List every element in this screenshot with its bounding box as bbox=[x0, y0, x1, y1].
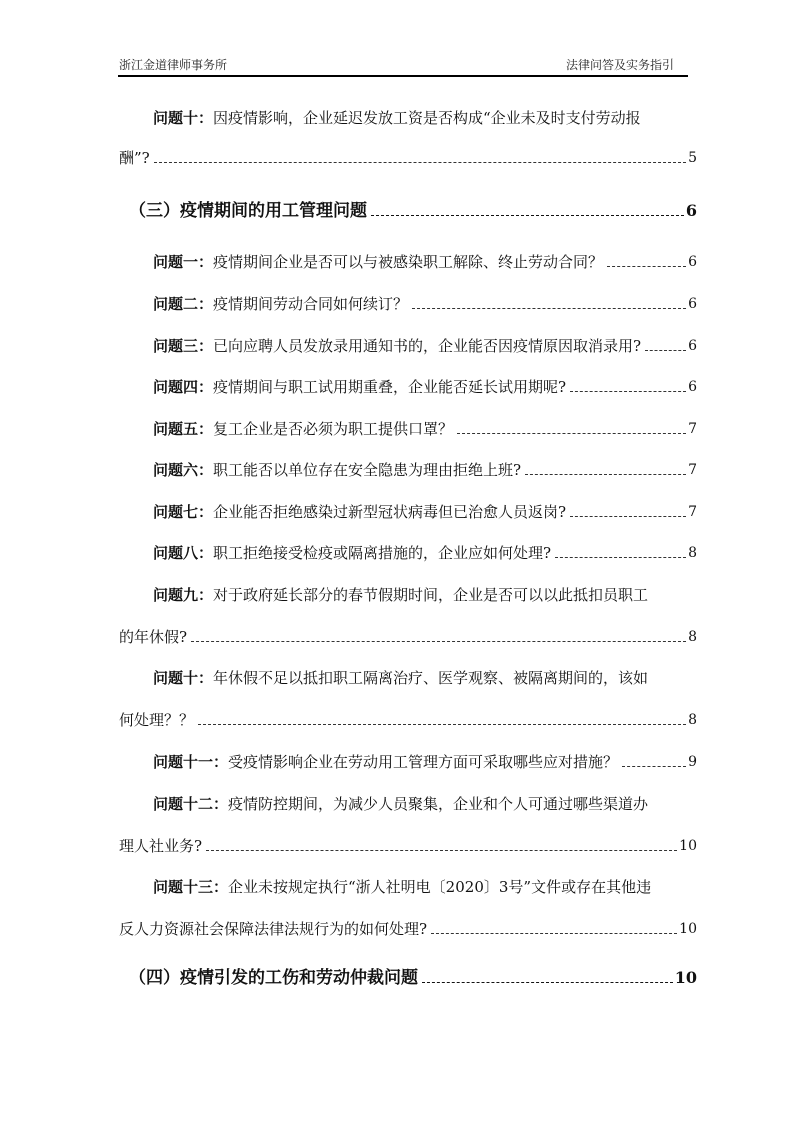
toc-entry-q2[interactable] bbox=[119, 294, 697, 314]
toc-entry-q10[interactable] bbox=[119, 668, 697, 730]
leader-dots bbox=[154, 162, 686, 163]
toc-entry-q8[interactable] bbox=[119, 543, 697, 563]
page-number: 8 bbox=[688, 712, 697, 728]
toc-entry-q12[interactable] bbox=[119, 794, 697, 856]
leader-dots bbox=[570, 391, 686, 392]
toc-label: 问题五： bbox=[153, 420, 214, 438]
page-number: 6 bbox=[688, 379, 697, 395]
toc-text: 对于政府延长部分的春节假期时间，企业是否可以以此抵扣员职工 bbox=[213, 586, 649, 604]
toc-label: 问题三： bbox=[153, 337, 214, 355]
page-number: 10 bbox=[679, 921, 697, 937]
page-number: 6 bbox=[688, 296, 697, 312]
toc-text: 疫情防控期间，为减少人员聚集，企业和个人可通过哪些渠道办 bbox=[228, 795, 649, 813]
toc-entry-q6[interactable] bbox=[119, 460, 697, 480]
toc-section-3[interactable] bbox=[119, 201, 697, 221]
toc-entry-q9[interactable] bbox=[119, 585, 697, 647]
toc-text: 职工能否以单位存在安全隐患为理由拒绝上班? bbox=[213, 461, 522, 479]
leader-dots bbox=[422, 982, 673, 983]
toc-text: 企业未按规定执行“浙人社明电〔2020〕3号”文件或存在其他违 bbox=[228, 878, 652, 896]
page-header bbox=[119, 56, 674, 76]
section-title: （四）疫情引发的工伤和劳动仲裁问题 bbox=[129, 968, 418, 988]
header-divider bbox=[118, 75, 688, 77]
toc-section-4[interactable] bbox=[119, 968, 697, 988]
toc-text: 受疫情影响企业在劳动用工管理方面可采取哪些应对措施？ bbox=[228, 753, 619, 771]
toc-text: 因疫情影响，企业延迟发放工资是否构成“企业未及时支付劳动报 bbox=[213, 109, 641, 127]
leader-dots bbox=[191, 641, 686, 642]
section-title: （三）疫情期间的用工管理问题 bbox=[129, 201, 367, 221]
page-number: 6 bbox=[688, 254, 697, 270]
toc-text-continued: 酬”? bbox=[119, 149, 150, 167]
document-title: 法律问答及实务指引 bbox=[565, 58, 674, 72]
toc-label: 问题二： bbox=[153, 295, 214, 313]
toc-entry-q7[interactable] bbox=[119, 502, 697, 522]
page-number: 7 bbox=[688, 421, 697, 437]
page-number: 7 bbox=[688, 504, 697, 520]
toc-label: 问题六： bbox=[153, 461, 214, 479]
leader-dots bbox=[412, 308, 686, 309]
toc-entry-q5[interactable] bbox=[119, 419, 697, 439]
toc-label: 问题一： bbox=[153, 253, 214, 271]
toc-label: 问题九： bbox=[153, 586, 214, 604]
toc-label: 问题十： bbox=[153, 669, 214, 687]
page-number: 6 bbox=[688, 338, 697, 354]
page-number: 7 bbox=[688, 462, 697, 478]
toc-entry-q11[interactable] bbox=[119, 752, 697, 772]
page-number: 5 bbox=[688, 150, 697, 166]
leader-dots bbox=[198, 724, 686, 725]
page-number: 6 bbox=[685, 201, 697, 220]
leader-dots bbox=[555, 557, 686, 558]
toc-text-continued: 的年休假? bbox=[119, 628, 188, 646]
toc-label: 问题十三： bbox=[153, 878, 229, 896]
leader-dots bbox=[457, 433, 686, 434]
toc-text: 疫情期间与职工试用期重叠，企业能否延长试用期呢? bbox=[213, 378, 567, 396]
toc-text: 疫情期间企业是否可以与被感染职工解除、终止劳动合同？ bbox=[213, 253, 604, 271]
toc-entry-q10-wage[interactable] bbox=[119, 108, 697, 168]
toc-text: 企业能否拒绝感染过新型冠状病毒但已治愈人员返岗? bbox=[213, 503, 567, 521]
toc-entry-q13[interactable] bbox=[119, 877, 697, 939]
toc-label: 问题十一： bbox=[153, 753, 229, 771]
leader-dots bbox=[525, 474, 686, 475]
toc-text: 已向应聘人员发放录用通知书的，企业能否因疫情原因取消录用? bbox=[213, 337, 642, 355]
toc-text: 职工拒绝接受检疫或隔离措施的，企业应如何处理? bbox=[213, 544, 552, 562]
page-number: 10 bbox=[679, 838, 697, 854]
toc-entry-q3[interactable] bbox=[119, 336, 697, 356]
toc-text: 疫情期间劳动合同如何续订？ bbox=[213, 295, 409, 313]
toc-label: 问题十二： bbox=[153, 795, 229, 813]
leader-dots bbox=[431, 933, 677, 934]
toc-text-continued: 何处理？？ bbox=[119, 711, 195, 729]
toc-entry-q1[interactable] bbox=[119, 252, 697, 272]
toc-text-continued: 反人力资源社会保障法律法规行为的如何处理? bbox=[119, 920, 428, 938]
leader-dots bbox=[371, 215, 684, 216]
toc-label: 问题四： bbox=[153, 378, 214, 396]
leader-dots bbox=[607, 266, 686, 267]
page-number: 9 bbox=[688, 754, 697, 770]
leader-dots bbox=[622, 766, 686, 767]
toc-text: 复工企业是否必须为职工提供口罩？ bbox=[213, 420, 454, 438]
toc-label: 问题八： bbox=[153, 544, 214, 562]
toc-text: 年休假不足以抵扣职工隔离治疗、医学观察、被隔离期间的，该如 bbox=[213, 669, 649, 687]
toc-label: 问题十： bbox=[153, 109, 214, 127]
toc-entry-q4[interactable] bbox=[119, 377, 697, 397]
page-number: 8 bbox=[688, 545, 697, 561]
leader-dots bbox=[645, 350, 686, 351]
page-number: 10 bbox=[674, 968, 697, 987]
toc-text-continued: 理人社业务? bbox=[119, 837, 203, 855]
firm-name: 浙江金道律师事务所 bbox=[119, 58, 228, 72]
toc-label: 问题七： bbox=[153, 503, 214, 521]
leader-dots bbox=[570, 516, 686, 517]
leader-dots bbox=[206, 850, 677, 851]
page-number: 8 bbox=[688, 629, 697, 645]
